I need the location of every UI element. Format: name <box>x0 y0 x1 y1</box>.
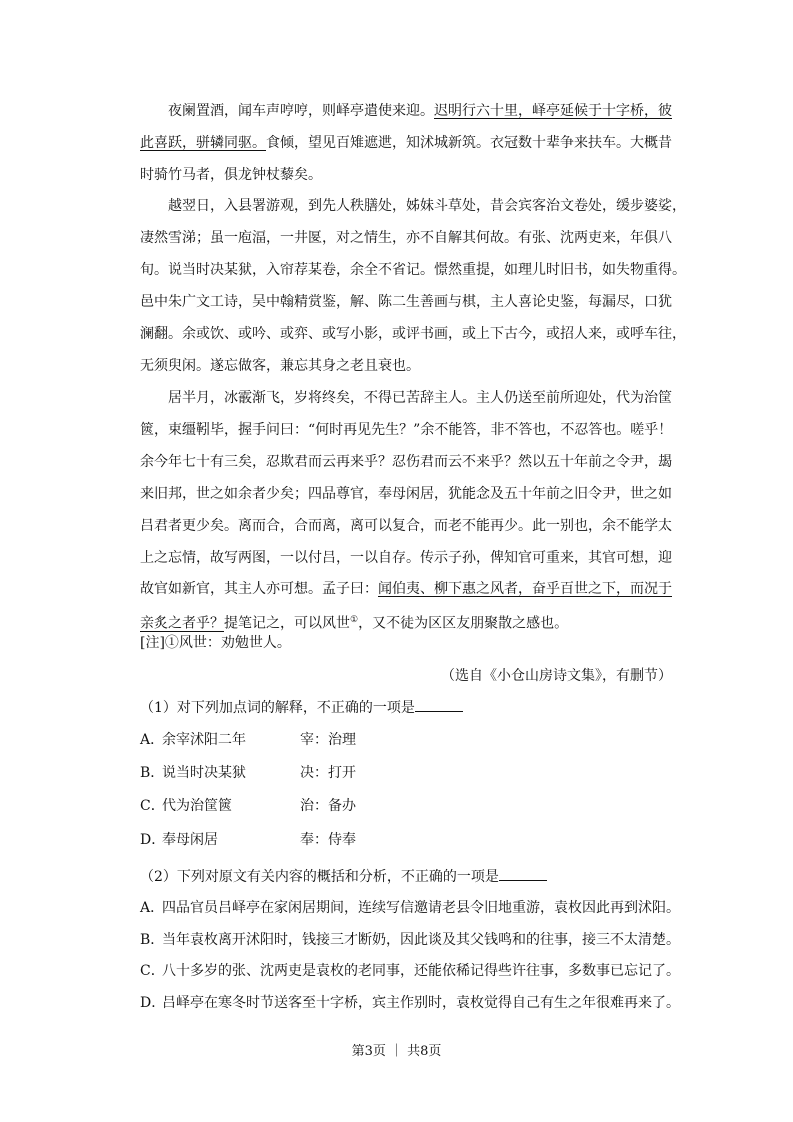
text-segment: 时骑竹马者，俱龙钟杖藜矣。 <box>140 167 322 183</box>
text-segment: 食倾，望见百雉遮迣，知沭城新筑。衣冠数十辈争来扶车。大概昔 <box>266 135 672 151</box>
option-text: 八十多岁的张、沈两吏是袁枚的老同事，还能依稀记得些许往事，多数事已忘记了。 <box>162 963 680 979</box>
option-gloss: 决：打开 <box>300 765 356 781</box>
text-segment: 越翌日，入县署游观，到先人秩膳处，姊妹斗草处，昔会宾客治文卷处，缓步婆娑， <box>168 198 686 214</box>
option-gloss: 治：备办 <box>300 798 356 814</box>
underlined-sentence: 亲炙之者乎？ <box>140 615 224 632</box>
underlined-sentence: 此喜跃，骈辚同驱。 <box>140 135 266 151</box>
question-2-option <box>140 962 680 980</box>
passage-line <box>140 229 672 247</box>
passage-line <box>168 102 672 120</box>
text-segment: 澜翻。余或饮、或吟、或弈、或写小影，或评书画，或上下古今，或招人来，或呼车往， <box>140 326 686 342</box>
question-1-option <box>140 831 672 849</box>
option-text: 说当时决某狱 <box>162 765 246 781</box>
question-text: （2）下列对原文有关内容的概括和分析，不正确的一项是 <box>140 869 499 885</box>
passage-line <box>140 485 672 503</box>
passage-line <box>140 357 672 375</box>
option-label: D． <box>140 832 166 848</box>
underlined-sentence: 迟明行六十里，峄亭延候于十字桥，彼 <box>434 103 672 119</box>
source-citation: （选自《小仓山房诗文集》，有删节） <box>441 668 672 684</box>
question-text: （1）对下列加点词的解释，不正确的一项是 <box>140 700 415 716</box>
passage-line <box>140 166 672 184</box>
text-segment: 夜阑置酒，闻车声哼哼，则峄亭遣使来迎。 <box>168 103 434 119</box>
option-label: B． <box>140 765 165 781</box>
question-1-option <box>140 797 672 815</box>
passage-line <box>140 325 686 343</box>
text-segment: 来旧邦，世之如余者少矣；四品尊官，奉母闲居，犹能念及五十年前之旧令尹，世之如 <box>140 486 672 502</box>
option-text: 当年袁枚离开沭阳时，钱接三才断奶，因此谈及其父钱鸣和的往事，接三不太清楚。 <box>162 932 680 948</box>
text-segment: 提笔记之，可以风世 <box>224 615 350 632</box>
question-2-option <box>140 899 680 917</box>
option-label: A． <box>140 900 165 916</box>
option-label: D． <box>140 995 166 1011</box>
option-text: 四品官员吕峄亭在家闲居期间，连续写信邀请老县令旧地重游，袁枚因此再到沭阳。 <box>162 900 680 916</box>
text-segment: 邑中朱广文工诗，吴中翰精赏鉴，解、陈二生善画与棋，主人喜论史鉴，每漏尽，口犹 <box>140 294 672 310</box>
question-1-option <box>140 764 672 782</box>
option-label: C． <box>140 798 165 814</box>
question-2-option <box>140 931 680 949</box>
answer-blank <box>499 868 547 881</box>
option-label: C． <box>140 963 165 979</box>
text-segment: 无须臾闲。遂忘做客，兼忘其身之老且衰也。 <box>140 358 420 374</box>
passage-line <box>140 293 672 311</box>
text-segment: 居半月，冰霰渐飞，岁将终矣，不得已苦辞主人。主人仍送至前所迎处，代为治筐 <box>168 390 672 406</box>
question-1-stem <box>140 699 672 717</box>
passage-line <box>140 453 672 471</box>
passage-line <box>168 389 672 407</box>
passage-line <box>140 134 672 152</box>
underlined-sentence: 闻伯夷、柳下惠之风者，奋乎百世之下，而况于 <box>378 581 672 597</box>
page-footer: 第3页 ｜ 共8页 <box>351 1044 442 1059</box>
text-segment: 上之忘情，故写两图，一以付吕，一以自存。传示子孙，俾知官可重来，其官可想，迎 <box>140 550 672 566</box>
passage-line <box>140 580 672 598</box>
text-segment: ，又不徒为区区友朋聚散之感也。 <box>358 615 569 632</box>
passage-line <box>168 197 686 215</box>
text-segment: 凄然雪涕；虽一庖湢，一井匽，对之情生，亦不自解其何故。有张、沈两吏来，年俱八 <box>140 230 672 246</box>
text-segment: 旬。说当时决某狱，入帘荐某卷，余全不省记。憬然重提，如理儿时旧书，如失物重得。 <box>140 262 686 278</box>
option-label: B． <box>140 932 165 948</box>
option-text: 代为治筐篋 <box>162 798 232 814</box>
passage-line <box>140 517 672 535</box>
answer-blank <box>415 699 463 712</box>
passage-line <box>140 611 672 633</box>
option-text: 余宰沭阳二年 <box>162 732 246 748</box>
passage-line <box>140 261 686 279</box>
text-segment: 故官如新官，其主人亦可想。孟子曰： <box>140 581 378 597</box>
passage-line <box>140 421 672 439</box>
passage-line <box>140 549 672 567</box>
option-label: A． <box>140 732 165 748</box>
option-text: 吕峄亭在寒冬时节送客至十字桥，宾主作别时，袁枚觉得自己有生之年很难再来了。 <box>162 995 680 1011</box>
question-1-option <box>140 731 672 749</box>
option-text: 奉母闲居 <box>162 832 218 848</box>
text-segment: 余今年七十有三矣，忍欺君而云再来乎？忍伤君而云不来乎？然以五十年前之令尹，朅 <box>140 454 672 470</box>
annotation-note: [注]①风世：劝勉世人。 <box>140 635 291 651</box>
question-2-stem <box>140 868 672 886</box>
question-2-option <box>140 994 680 1012</box>
option-gloss: 奉：侍奉 <box>300 832 356 848</box>
text-segment: 篋，束缰靷毕，握手问曰：“何时再见先生？”余不能答，非不答也，不忍答也。嗟乎！ <box>140 422 673 438</box>
footnote-marker: ① <box>350 615 359 625</box>
option-gloss: 宰：治理 <box>300 732 356 748</box>
text-segment: 吕君者更少矣。离而合，合而离，离可以复合，而老不能再少。此一别也，余不能学太 <box>140 518 672 534</box>
